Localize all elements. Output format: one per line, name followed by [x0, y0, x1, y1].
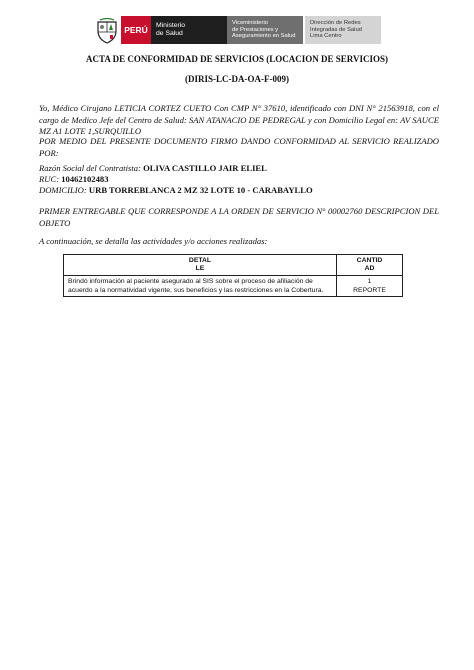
peru-coat-of-arms-icon: [96, 18, 118, 44]
quantity-header-line-1: CANTID: [356, 256, 383, 264]
detail-header-line-2: LE: [195, 265, 205, 272]
activities-table: [63, 254, 403, 297]
address-label: DOMICILIO:: [39, 185, 87, 195]
activity-detail-cell: Brindó información al paciente asegurado al SIS sobre el proceso de afiliación de acuerdo a la normatividad vigente, sus beneficios y las restricciones en la Cobertura.: [64, 276, 337, 297]
dir-line-1: Dirección de Redes: [310, 20, 361, 27]
document-title: ACTA DE CONFORMIDAD DE SERVICIOS (LOCACION DE SERVICIOS): [86, 54, 388, 64]
intro-paragraph: Yo, Médico Cirujano LETICIA CORTEZ CUETO Con CMP N° 37610, identificado con DNI N° 21563918, con el cargo de Medico Jefe del Centro de Salud: SAN ATANACIO DE PEDREGAL y con Domicilio Legal en: AV SAUCE MZ A1 LOTE 1,SURQUILLO: [39, 103, 439, 136]
country-name: PERÚ: [124, 25, 148, 35]
deliverable-paragraph: PRIMER ENTREGABLE QUE CORRESPONDE A LA ORDEN DE SERVICIO N° 00002760 DESCRIPCION DEL OBJETO: [39, 206, 439, 228]
detail-header-line-1: DETAL: [188, 256, 212, 264]
direction-block: [305, 16, 381, 44]
ruc-label: RUC:: [39, 174, 60, 184]
dir-line-3: Lima Centro: [310, 33, 342, 40]
peru-label: [121, 16, 151, 44]
contractor-value: OLIVA CASTILLO JAIR ELIEL: [143, 163, 267, 173]
activity-quantity: 1: [367, 278, 372, 285]
ministry-line-1: Ministerio: [156, 22, 186, 30]
table-row: [64, 276, 403, 297]
ministry-line-2: de Salud: [156, 30, 183, 37]
table-header-row: [64, 255, 403, 276]
vice-line-1: Viceministerio: [232, 20, 268, 27]
ministry-block: [151, 16, 227, 44]
continuation-text: A continuación, se detalla las actividades y/o acciones realizadas:: [39, 236, 268, 246]
quantity-header-line-2: AD: [364, 265, 375, 272]
dir-line-2: Integradas de Salud: [310, 26, 362, 33]
activity-unit: REPORTE: [353, 287, 386, 294]
detail-header: [64, 255, 337, 276]
address-line: [39, 185, 313, 196]
vice-line-3: Aseguramiento en Salud: [232, 33, 296, 40]
viceministry-block: [227, 16, 303, 44]
vice-line-2: de Prestaciones y: [232, 26, 279, 33]
ministry-header: [96, 16, 381, 46]
quantity-header: [337, 255, 403, 276]
address-value: URB TORREBLANCA 2 MZ 32 LOTE 10 - CARABAYLLO: [88, 185, 313, 195]
document-code: (DIRIS-LC-DA-OA-F-009): [185, 74, 289, 84]
activity-quantity-cell: [337, 276, 403, 297]
conformity-paragraph: POR MEDIO DEL PRESENTE DOCUMENTO FIRMO DANDO CONFORMIDAD AL SERVICIO REALIZADO POR:: [39, 136, 439, 158]
ruc-value: 10462102483: [61, 174, 109, 184]
ruc-line: [39, 174, 108, 185]
contractor-label: Razón Social del Contratista:: [39, 163, 141, 173]
contractor-line: [39, 163, 267, 174]
